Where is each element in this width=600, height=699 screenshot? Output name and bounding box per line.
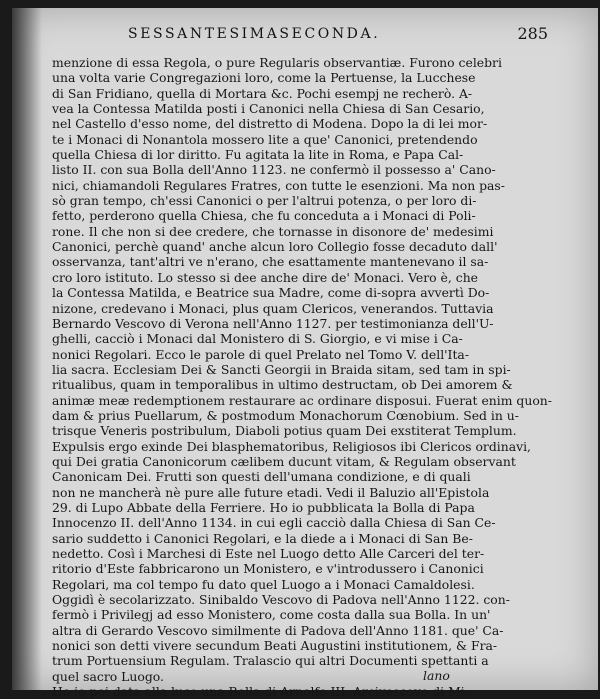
text-line: non ne mancherà nè pure alle future etadi. Vedi il Baluzio all'Epistola	[52, 484, 490, 500]
text-line: fetto, perderono quella Chiesa, che fu conceduta a i Monaci di Poli-	[52, 208, 476, 224]
text-line: rone. Il che non si dee credere, che tornasse in disonore de' medesimi	[52, 223, 494, 239]
text-line: sario suddetto i Canonici Regolari, e la diede a i Monaci di San Be-	[52, 530, 473, 546]
text-line: animæ meæ redemptionem restaurare ac ordinare disposui. Fuerat enim quon-	[52, 392, 552, 408]
text-line: Expulsis ergo exinde Dei blasphematoribus, Religiosos ibi Clericos ordinavi,	[52, 438, 531, 454]
text-line: quel sacro Luogo.	[52, 668, 164, 684]
text-line: altra di Gerardo Vescovo similmente di Padova dell'Anno 1181. que' Ca-	[52, 622, 504, 638]
text-line: nedetto. Così i Marchesi di Este nel Luogo detto Alle Carceri del ter-	[52, 546, 485, 561]
text-line: fermò i Privilegj ad esso Monistero, come costa dalla sua Bolla. In un'	[52, 607, 491, 623]
body-text	[52, 55, 552, 699]
text-line: 29. di Lupo Abbate della Ferriere. Ho io pubblicata la Bolla di Papa	[52, 499, 475, 515]
text-line: menzione di essa Regola, o pure Regularis observantiæ. Furono celebri	[52, 55, 502, 70]
text-line: una volta varie Congregazioni loro, come la Pertuense, la Lucchese	[52, 70, 476, 86]
text-line: cro loro istituto. Lo stesso si dee anche dire de' Monaci. Vero è, che	[52, 269, 479, 285]
text-line: vea la Contessa Matilda posti i Canonici nella Chiesa di San Cesario,	[52, 101, 485, 117]
text-line: trum Portuensium Regulam. Tralascio qui altri Documenti spettanti a	[52, 653, 489, 669]
text-line: nel Castello d'esso nome, del distretto di Modena. Dopo la di lei mor-	[52, 116, 488, 132]
text-line: Innocenzo II. dell'Anno 1134. in cui egli cacciò dalla Chiesa di San Ce-	[52, 515, 496, 531]
text-line: nonici son detti vivere secundum Beati Augustini institutionem, & Fra-	[52, 638, 498, 654]
text-line: nonici Regolari. Ecco le parole di quel Prelato nel Tomo V. dell'Ita-	[52, 346, 470, 362]
text-line: nizone, credevano i Monaci, plus quam Clericos, venerandos. Tuttavia	[52, 300, 494, 316]
running-title: SESSANTESIMASECONDA.	[128, 26, 381, 42]
text-line: Bernardo Vescovo di Verona nell'Anno 1127. per testimonianza dell'U-	[52, 315, 494, 331]
running-header	[98, 26, 548, 56]
text-line: Ho io poi data alla luce una Bolla di Arnolfo III, Arcivescovo di Mi-	[52, 684, 469, 699]
text-line: ritorio d'Este fabbricarono un Monistero, e v'introdussero i Canonici	[52, 561, 484, 577]
text-line: ghelli, cacciò i Monaci dal Monistero di S. Giorgio, e vi mise i Ca-	[52, 331, 463, 347]
text-line: dam & prius Puellarum, & postmodum Monachorum Cœnobium. Sed in u-	[52, 407, 519, 423]
text-line: osservanza, tant'altri ve n'erano, che esattamente mantenevano il sa-	[52, 254, 489, 270]
text-line: lia sacra. Ecclesiam Dei & Sancti Georgii in Braida sitam, sed tam in spi-	[52, 361, 511, 377]
catchword: lano	[423, 668, 450, 683]
text-line: Canonici, perchè quand' anche alcun loro Collegio fosse decaduto dall'	[52, 239, 498, 255]
text-line: la Contessa Matilda, e Beatrice sua Madre, come di-sopra avvertì Do-	[52, 285, 490, 301]
page-number: 285	[517, 24, 548, 43]
text-line: te i Monaci di Nonantola mossero lite a que' Canonici, pretendendo	[52, 131, 478, 147]
text-line: di San Fridiano, quella di Mortara &c. Pochi esempj ne recherò. A-	[52, 85, 473, 101]
text-line: ritualibus, quam in temporalibus in ultimo destructam, ob Dei amorem &	[52, 377, 513, 393]
text-line: Regolari, ma col tempo fu dato quel Luogo a i Monaci Camaldolesi.	[52, 576, 475, 592]
text-line: sò gran tempo, ch'essi Canonici o per l'altrui potenza, o per loro di-	[52, 193, 477, 209]
text-line: qui Dei gratia Canonicorum cælibem ducunt vitam, & Regulam observant	[52, 453, 516, 469]
text-line: nici, chiamandoli Regulares Fratres, con tutte le esenzioni. Ma non pas-	[52, 177, 505, 193]
text-line: Canonicam Dei. Frutti son questi dell'umana condizione, e di quali	[52, 469, 471, 485]
text-line: quella Chiesa di lor diritto. Fu agitata la lite in Roma, e Papa Cal-	[52, 147, 464, 163]
text-line: Oggidì è secolarizzato. Sinibaldo Vescovo di Padova nell'Anno 1122. con-	[52, 592, 510, 608]
text-line: listo II. con sua Bolla dell'Anno 1123. ne confermò il possesso a' Cano-	[52, 162, 496, 178]
text-line: trisque Veneris postribulum, Diaboli potius quam Dei exstiterat Templum.	[52, 423, 517, 439]
book-page	[12, 8, 598, 699]
